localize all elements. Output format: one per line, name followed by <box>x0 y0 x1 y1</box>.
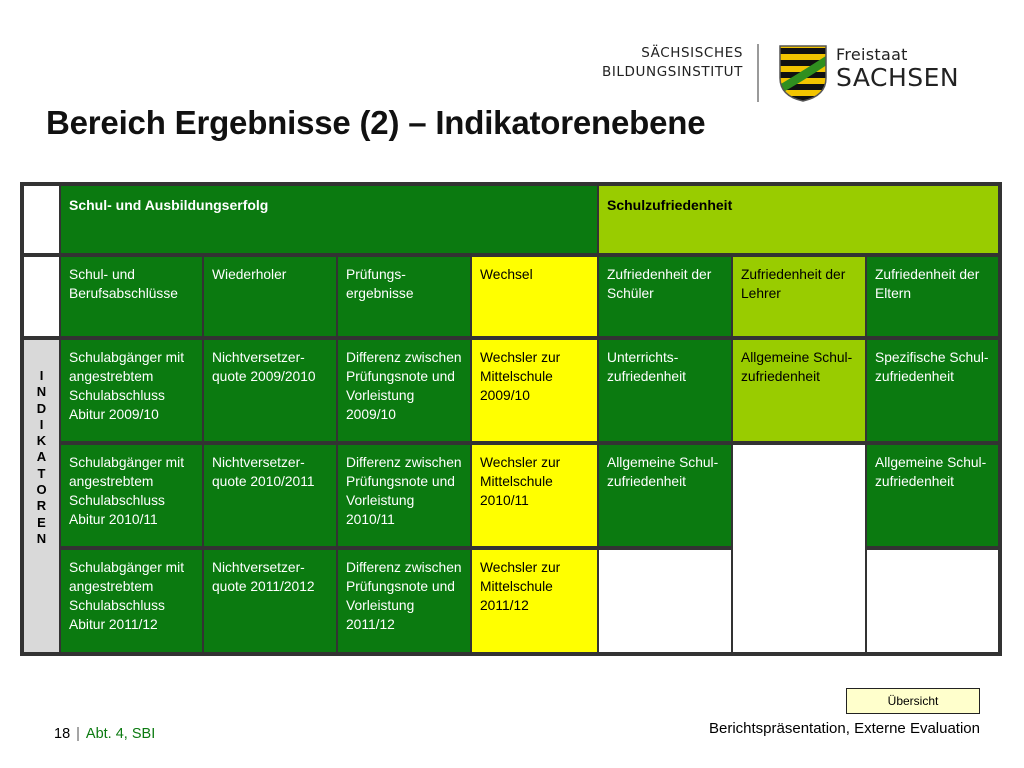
empty-cell <box>599 550 731 652</box>
column-header: Schul- und Berufsabschlüsse <box>61 257 202 336</box>
column-header: Prüfungs-ergebnisse <box>338 257 470 336</box>
table-cell: Wechsler zur Mittelschule 2010/11 <box>472 445 597 546</box>
group-header-schulerfolg: Schul- und Ausbildungserfolg <box>61 186 597 253</box>
column-header: Wechsel <box>472 257 597 336</box>
side-label-letter: E <box>37 514 46 530</box>
table-cell: Differenz zwischen Prüfungsnote und Vorleistung 2009/10 <box>338 340 470 441</box>
side-label-letter: D <box>36 400 47 416</box>
department-label: Abt. 4, SBI <box>85 726 156 742</box>
table-cell: Spezifische Schul-zufriedenheit <box>867 340 998 441</box>
corner-cell <box>24 186 59 253</box>
empty-cell <box>867 550 998 652</box>
table-cell: Unterrichts-zufriedenheit <box>599 340 731 441</box>
group-header-schulzufriedenheit: Schulzufriedenheit <box>599 186 998 253</box>
table-cell: Differenz zwischen Prüfungsnote und Vorleistung 2011/12 <box>338 550 470 652</box>
side-label-letter: I <box>39 368 44 383</box>
sachsen-logo-line2: SACHSEN <box>836 63 960 92</box>
side-label-letter: N <box>36 384 47 400</box>
column-header: Zufriedenheit der Lehrer <box>733 257 865 336</box>
side-label-letter: R <box>36 498 47 514</box>
sachsen-logo-line1: Freistaat <box>836 45 908 64</box>
sbi-logo-line1: SÄCHSISCHES <box>641 45 743 61</box>
table-cell: Schulabgänger mit angestrebtem Schulabschluss Abitur 2011/12 <box>61 550 202 652</box>
uebersicht-button[interactable]: Übersicht <box>846 688 980 714</box>
presentation-label: Berichtspräsentation, Externe Evaluation <box>709 720 980 737</box>
side-label-letter: I <box>39 416 44 432</box>
side-label-letter: T <box>37 465 46 481</box>
footer-separator: | <box>76 726 80 742</box>
table-cell: Schulabgänger mit angestrebtem Schulabschluss Abitur 2009/10 <box>61 340 202 441</box>
sbi-logo <box>598 44 743 82</box>
logo-divider <box>757 44 759 102</box>
table-cell: Nichtversetzer-quote 2009/2010 <box>204 340 336 441</box>
table-cell: Allgemeine Schul-zufriedenheit <box>599 445 731 546</box>
indicator-table <box>20 182 1002 656</box>
table-cell: Differenz zwischen Prüfungsnote und Vorleistung 2010/11 <box>338 445 470 546</box>
table-cell: Nichtversetzer-quote 2011/2012 <box>204 550 336 652</box>
side-label-letter: O <box>36 482 47 498</box>
table-cell: Wechsler zur Mittelschule 2011/12 <box>472 550 597 652</box>
side-label-letter: K <box>36 433 47 449</box>
table-cell: Schulabgänger mit angestrebtem Schulabschluss Abitur 2010/11 <box>61 445 202 546</box>
side-label-letter: N <box>36 530 47 546</box>
slide-title: Bereich Ergebnisse (2) – Indikatorenebene <box>46 104 706 141</box>
column-header: Zufriedenheit der Eltern <box>867 257 998 336</box>
indikatoren-side-label <box>24 340 59 652</box>
empty-cell <box>733 445 865 652</box>
table-cell: Allgemeine Schul-zufriedenheit <box>733 340 865 441</box>
footer-info <box>54 726 155 742</box>
column-header: Zufriedenheit der Schüler <box>599 257 731 336</box>
table-cell: Allgemeine Schul-zufriedenheit <box>867 445 998 546</box>
column-header: Wiederholer <box>204 257 336 336</box>
table-cell: Wechsler zur Mittelschule 2009/10 <box>472 340 597 441</box>
side-label-letter: A <box>36 449 47 465</box>
sachsen-logo <box>836 46 959 92</box>
table-cell: Nichtversetzer-quote 2010/2011 <box>204 445 336 546</box>
saxony-coat-of-arms-icon <box>778 44 828 102</box>
page-number: 18 <box>54 726 71 742</box>
column-row-side-cell <box>24 257 59 336</box>
sbi-logo-line2: BILDUNGSINSTITUT <box>601 64 743 80</box>
